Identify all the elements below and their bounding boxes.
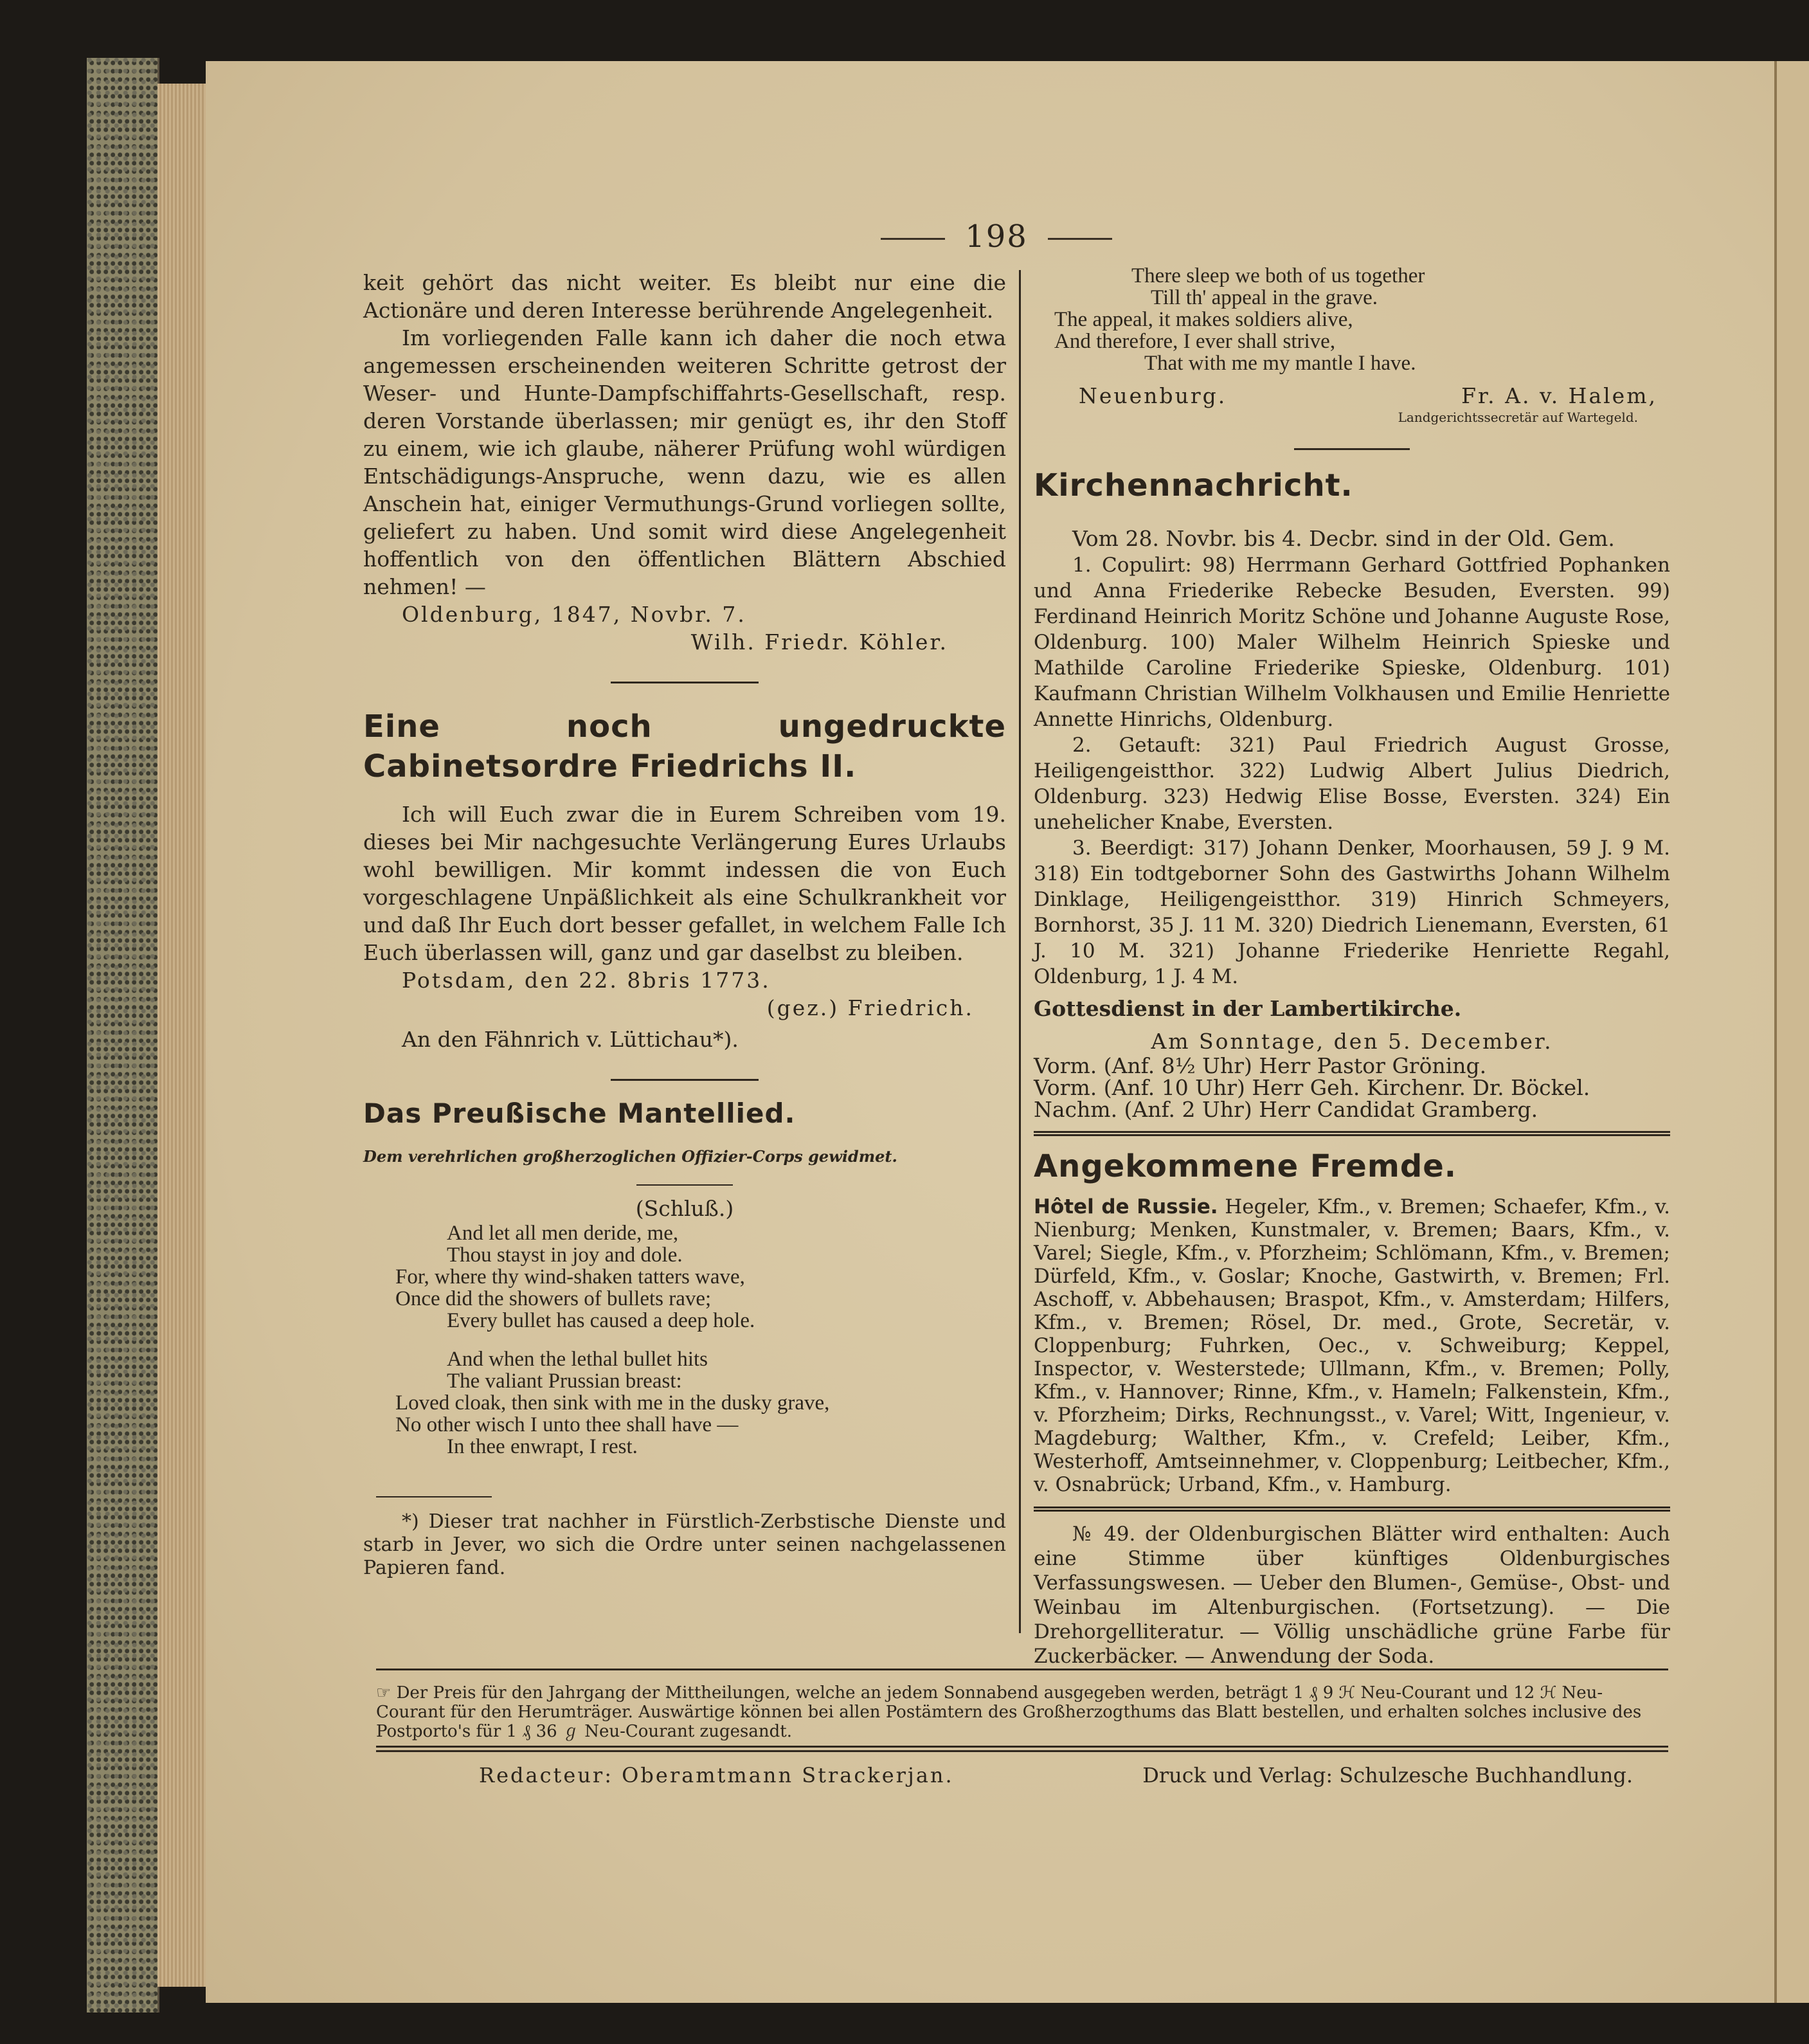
price-notice: ☞ Der Preis für den Jahrgang der Mittheilungen, welche an jedem Sonnabend ausgegeben werden, beträgt 1 ₰ 9 ℋ Neu-Courant und 12 ℋ Neu-Courant für den Herumträger. Auswärtige können bei allen Postämtern des Großherzogthums das Blatt bestellen, und erhalten solches inclusive des Postporto's für 1 ₰ 36 ℊ Neu-Courant zugesandt. <box>376 1669 1668 1741</box>
service-line: Nachm. (Anf. 2 Uhr) Herr Candidat Gramberg. <box>1034 1097 1538 1122</box>
page-edges <box>158 84 209 1987</box>
page-number: 198 <box>881 219 1112 255</box>
cabinet-signature: (gez.) Friedrich. <box>766 995 974 1020</box>
separator <box>1294 448 1410 450</box>
poem-line: There sleep we both of us together <box>1131 264 1425 287</box>
cabinet-title: Eine noch ungedruckte Cabinetsordre Friedrichs II. <box>363 709 1006 784</box>
footnote-rule <box>376 1496 492 1497</box>
short-rule <box>636 1184 733 1186</box>
song-title: Das Preußische Mantellied. <box>363 1098 796 1129</box>
church-intro: Vom 28. Novbr. bis 4. Decbr. sind in der Old. Gem. <box>1072 526 1615 551</box>
separator <box>611 682 759 683</box>
poem-line: And let all men deride, me, <box>447 1222 679 1245</box>
poem-line: No other wisch I unto thee shall have — <box>395 1413 739 1436</box>
right-column <box>1034 265 1670 1669</box>
service-line: Vorm. (Anf. 10 Uhr) Herr Geh. Kirchenr. Dr. Böckel. <box>1034 1075 1590 1100</box>
church-title: Kirchennachricht. <box>1034 467 1353 503</box>
arrivals-hotel: Hôtel de Russie. <box>1034 1195 1218 1218</box>
cabinet-text: Ich will Euch zwar die in Eurem Schreiben vom 19. dieses bei Mir nachgesuchte Verlängerung Eures Urlaubs wohl bewilligen. Mir kommt indessen die von Euch vorgeschlagene Unpäßlichkeit als eine Schulkrankheit vor und daß Ihr Euch dort besser gefallet, in welchem Falle Ich Euch überlassen will, ganz und gar daselbst zu bleiben. <box>363 802 1006 965</box>
bottom-double-rule <box>376 1746 1668 1752</box>
poem-place: Neuenburg. <box>1079 383 1227 408</box>
poem-author: Fr. A. v. Halem, <box>1461 383 1657 408</box>
double-rule <box>1034 1506 1670 1512</box>
imprint <box>376 1763 1668 1787</box>
left-column <box>363 269 1006 1580</box>
church-buried: 3. Beerdigt: 317) Johann Denker, Moorhausen, 59 J. 9 M. 318) Ein todtgeborner Sohn des Gastwirths Johann Wilhelm Dinklage, Heiligengeistthor. 319) Hinrich Schmeyers, Bornhorst, 35 J. 11 M. 320) Diedrich Lienemann, Eversten, 61 J. 10 M. 321) Johanne Friederike Henriette Regahl, Oldenburg, 1 J. 4 M. <box>1034 837 1670 988</box>
book-binding <box>87 58 159 2012</box>
editor: Redacteur: Oberamtmann Strackerjan. <box>479 1763 954 1787</box>
poem-line: The valiant Prussian breast: <box>447 1370 682 1393</box>
arrivals-paragraph <box>1034 1195 1670 1496</box>
poem-line: In thee enwrapt, I rest. <box>447 1435 638 1458</box>
poem-line: And when the lethal bullet hits <box>447 1348 708 1371</box>
poem-author-title: Landgerichtssecretär auf Wartegeld. <box>1398 410 1638 425</box>
poem-line: Once did the showers of bullets rave; <box>395 1287 712 1310</box>
column-divider <box>1019 270 1021 1633</box>
intro-paragraph-1: keit gehört das nicht weiter. Es bleibt nur eine die Actionäre und deren Interesse berührende Angelegenheit. <box>363 270 1006 323</box>
poem-stanza-3 <box>1034 265 1670 374</box>
church-baptized: 2. Getauft: 321) Paul Friedrich August Grosse, Heiligengeistthor. 322) Ludwig Albert Julius Diedrich, Oldenburg. 323) Hedwig Elise Bosse, Eversten. 324) Ein unehelicher Knabe, Eversten. <box>1034 734 1670 834</box>
song-dedication: Dem verehrlichen großherzoglichen Offizier-Corps gewidmet. <box>363 1147 897 1166</box>
intro-signature: Wilh. Friedr. Köhler. <box>690 629 948 655</box>
separator <box>611 1079 759 1081</box>
poem-line: Every bullet has caused a deep hole. <box>447 1309 755 1332</box>
service-line: Vorm. (Anf. 8½ Uhr) Herr Pastor Gröning. <box>1034 1053 1487 1078</box>
service-title: Gottesdienst in der Lambertikirche. <box>1034 996 1462 1021</box>
service-date: Am Sonntage, den 5. December. <box>1151 1029 1553 1054</box>
intro-paragraph-2: Im vorliegenden Falle kann ich daher die noch etwa angemessen erscheinenden weiteren Schritte getrost der Weser- und Hunte-Dampfschiffahrts-Gesellschaft, resp. deren Vorstande überlassen; mir genügt es, ihr den Stoff zu einem, wie ich glaube, näherer Prüfung wohl würdigen Entschädigungs-Anspruche, wenn dazu, wie es allen Anschein hat, einiger Vermuthungs-Grund vorliegen sollte, geliefert zu haben. Und somit wird diese Angelegenheit hoffentlich von den öffentlichen Blättern Abschied nehmen! — <box>363 325 1006 599</box>
double-rule <box>1034 1131 1670 1136</box>
song-conclusion: (Schluß.) <box>635 1196 734 1221</box>
poem-line: The appeal, it makes soldiers alive, <box>1054 308 1353 331</box>
footnote: *) Dieser trat nachher in Fürstlich-Zerbstische Dienste und starb in Jever, wo sich die Ordre unter seinen nachgelassenen Papieren fand. <box>363 1510 1006 1579</box>
next-issue: № 49. der Oldenburgischen Blätter wird enthalten: Auch eine Stimme über künftiges Oldenburgisches Verfassungswesen. — Ueber den Blumen-, Gemüse-, Obst- und Weinbau im Altenburgischen. (Fortsetzung). — Die Drehorgelliteratur. — Völlig unschädliche grüne Farbe für Zuckerbäcker. — Anwendung der Soda. <box>1034 1523 1670 1668</box>
poem-stanza-2 <box>363 1348 1006 1458</box>
arrivals-text: Hegeler, Kfm., v. Bremen; Schaefer, Kfm., v. Nienburg; Menken, Kunstmaler, v. Bremen; Baars, Kfm., v. Varel; Siegle, Kfm., v. Pforzheim; Schlömann, Kfm., v. Bremen; Dürfeld, Kfm., v. Goslar; Knoche, Gastwirth, v. Bremen; Frl. Aschoff, v. Abbehausen; Braspot, Kfm., v. Amsterdam; Hilfers, Kfm., v. Bremen; Rösel, Dr. med., Grote, Secretär, v. Cloppenburg; Fuhrken, Oec., v. Schweiburg; Keppel, Inspector, v. Westerstede; Ullmann, Kfm., v. Bremen; Polly, Kfm., v. Hannover; Rinne, Kfm., v. Hameln; Falkenstein, Kfm., v. Pforzheim; Dirks, Rechnungsst., v. Varel; Witt, Ingenieur, v. Magdeburg; Walther, Kfm., v. Crefeld; Leiber, Kfm., Westerhoff, Amtseinnehmer, v. Cloppenburg; Leitbecher, Kfm., v. Osnabrück; Urband, Kfm., v. Hamburg. <box>1034 1195 1670 1496</box>
poem-line: Loved cloak, then sink with me in the dusky grave, <box>395 1391 830 1415</box>
church-married: 1. Copulirt: 98) Herrmann Gerhard Gottfried Pophanken und Anna Friederike Rebecke Besuden, Eversten. 99) Ferdinand Heinrich Moritz Schöne und Johanne Auguste Rose, Oldenburg. 100) Maler Wilhelm Heinrich Spieske und Mathilde Caroline Friederike Spieske, Oldenburg. 101) Kaufmann Christian Wilhelm Volkhausen und Emilie Henriette Annette Hinrichs, Oldenburg. <box>1034 554 1670 731</box>
arrivals-title: Angekommene Fremde. <box>1034 1148 1457 1184</box>
poem-line: Thou stayst in joy and dole. <box>447 1244 683 1267</box>
cabinet-place-date: Potsdam, den 22. 8bris 1773. <box>402 968 771 993</box>
cabinet-addressee: An den Fähnrich v. Lüttichau*). <box>402 1027 739 1052</box>
poem-line: That with me my mantle I have. <box>1144 352 1416 375</box>
poem-line: For, where thy wind-shaken tatters wave, <box>395 1265 745 1289</box>
publisher: Druck und Verlag: Schulzesche Buchhandlung. <box>1142 1763 1633 1787</box>
poem-signature-row <box>1079 382 1657 410</box>
poem-line: And therefore, I ever shall strive, <box>1054 330 1336 353</box>
next-page-edge <box>1774 61 1809 2003</box>
intro-place-date: Oldenburg, 1847, Novbr. 7. <box>402 602 746 627</box>
poem-stanza-1 <box>363 1222 1006 1332</box>
poem-line: Till th' appeal in the grave. <box>1151 286 1378 309</box>
